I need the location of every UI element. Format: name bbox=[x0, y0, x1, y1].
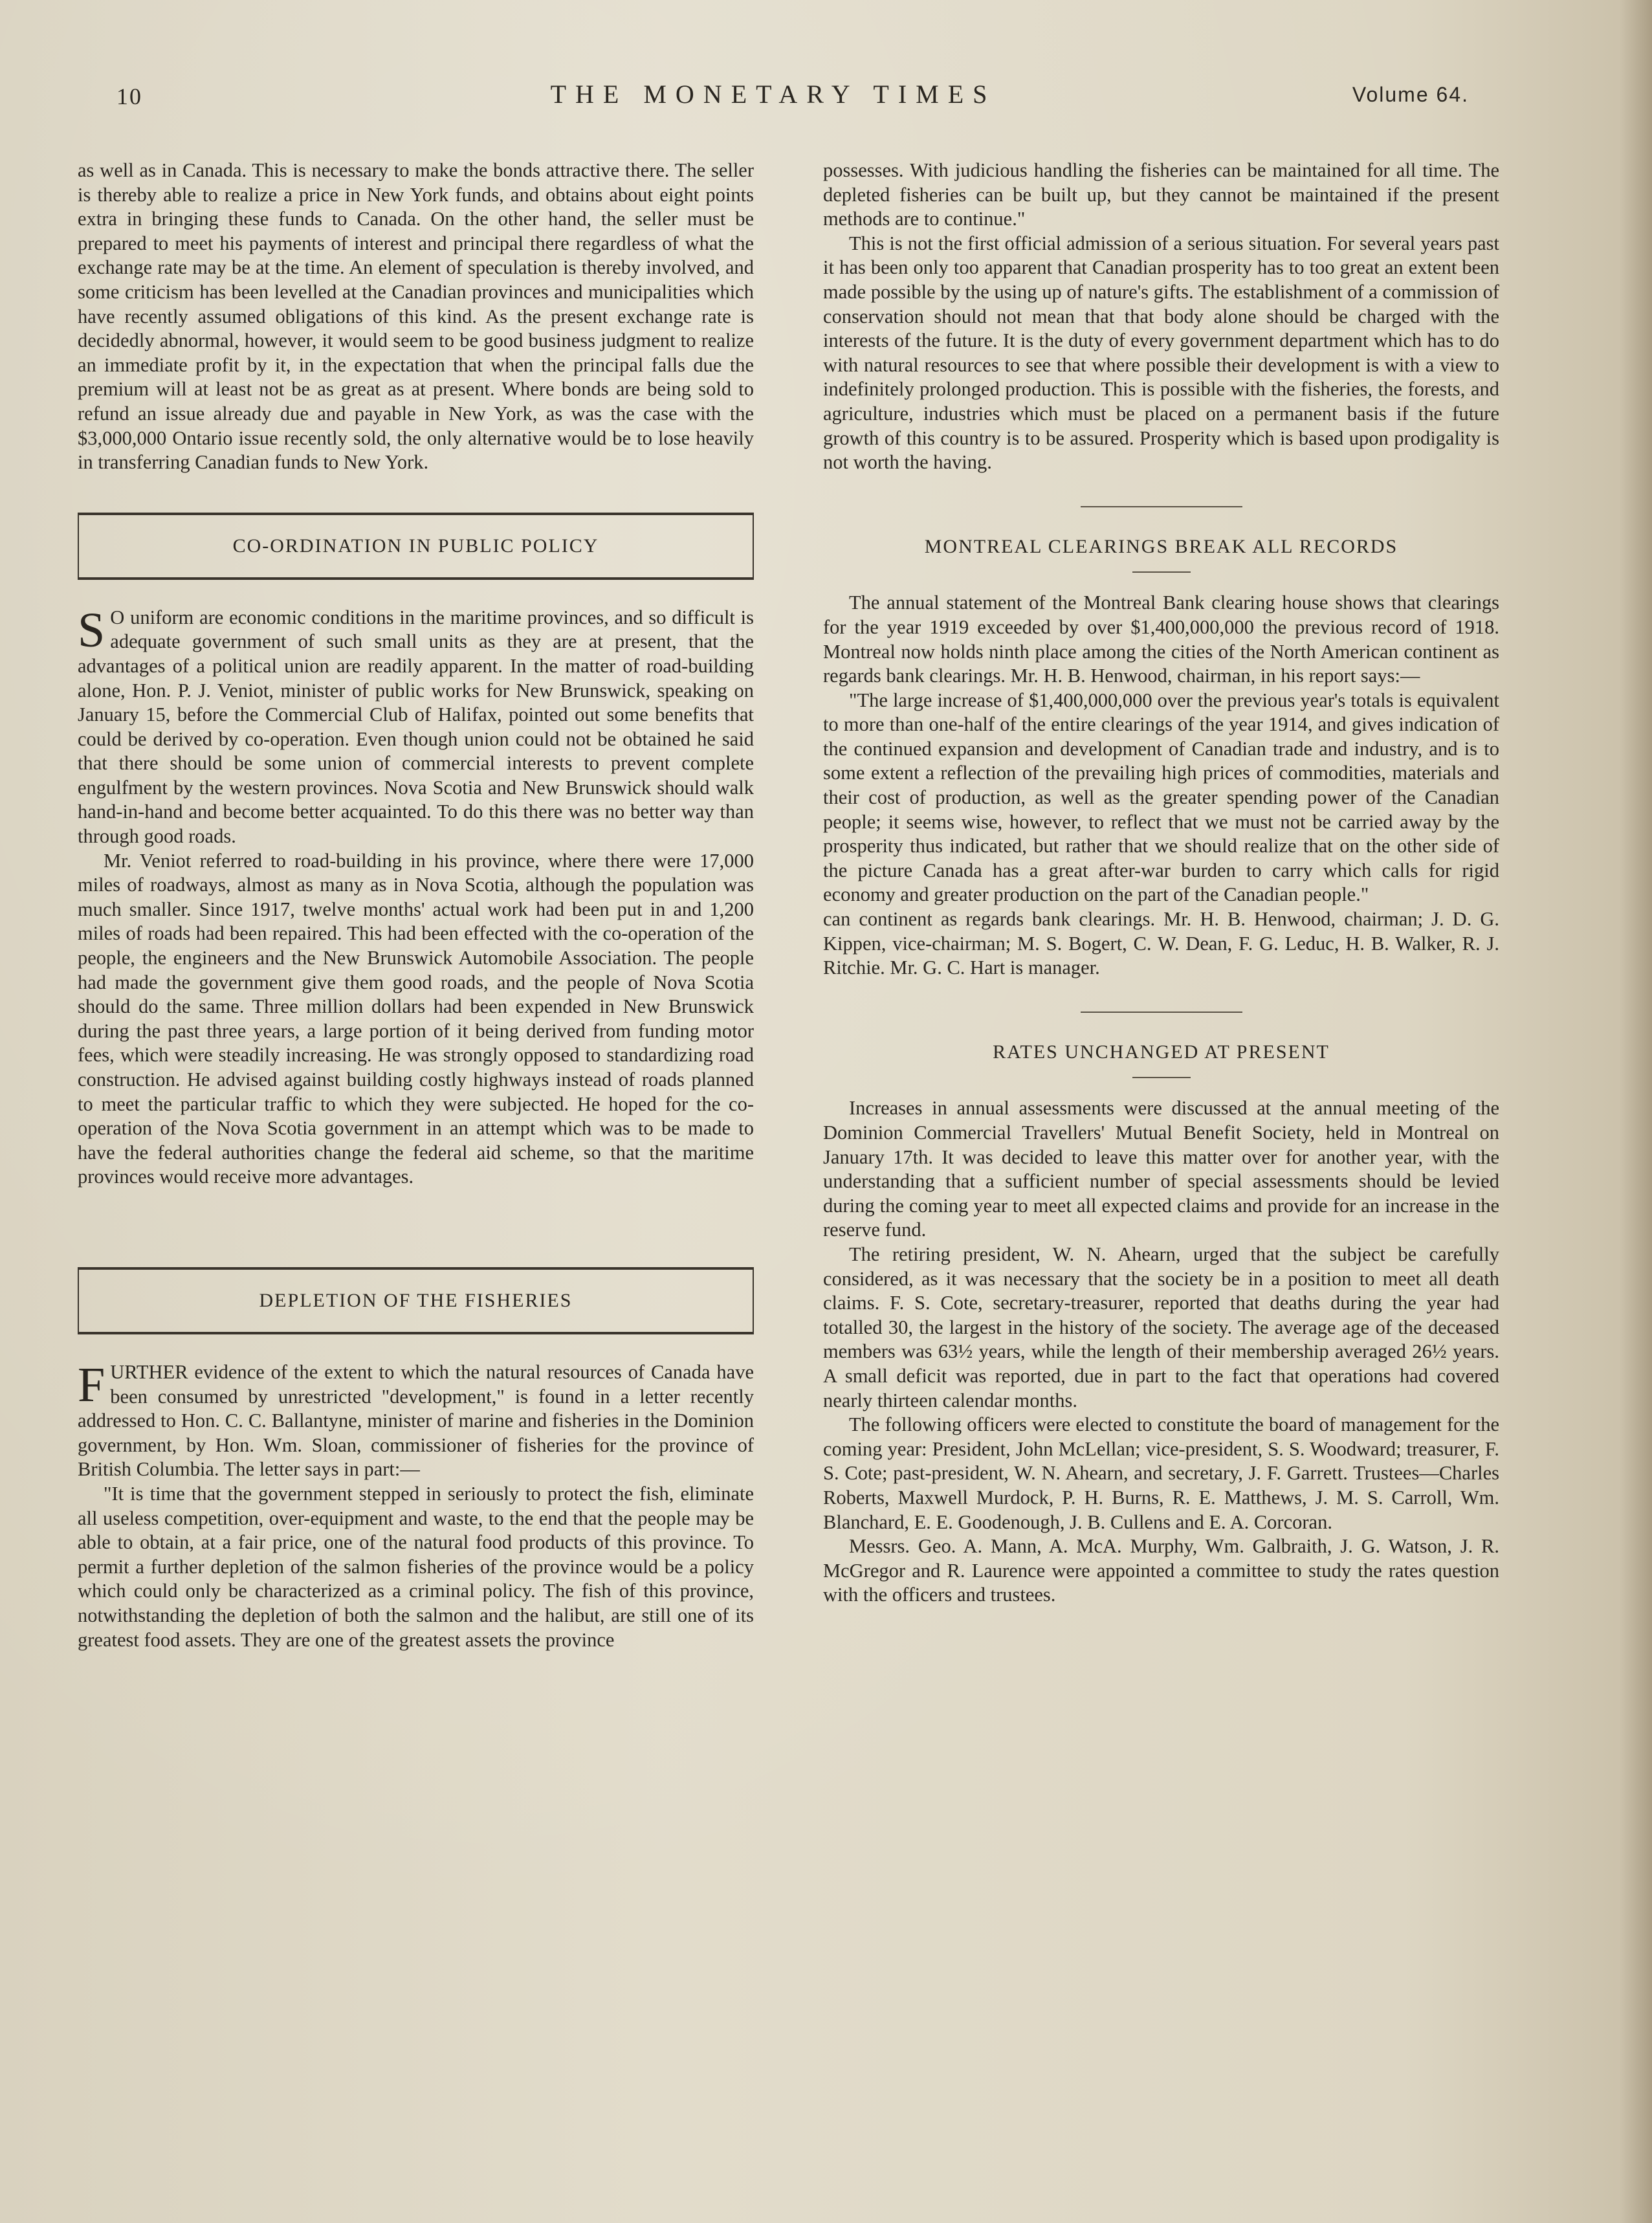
fisheries-paragraph-1: FURTHER evidence of the extent to which the natural resources of Canada have been consumed by unrestricted "development," is found in a letter recently addressed to Hon. C. C. Ballantyne, minister of marine and fisheries in the Dominion government, by Hon. Wm. Sloan, commissioner of fisheries for the province of British Columbia. The letter says in part:— bbox=[78, 1357, 754, 1481]
heading-underline bbox=[1132, 1077, 1191, 1078]
section-divider bbox=[1081, 1012, 1242, 1013]
coordination-heading: CO-ORDINATION IN PUBLIC POLICY bbox=[232, 535, 599, 557]
article-continuation-paragraph: as well as in Canada. This is necessary to make the bonds attractive there. The seller is thereby able to realize a price in New York funds, and obtains about eight points extra in bringing these funds to Canada. On the other hand, the seller must be prepared to meet his payments of interest and principal there regardless of what the exchange rate may be at the time. An element of speculation is thereby involved, and some criticism has been levelled at the Canadian provinces and municipalities which have recently assumed obligations of this kind. As the present exchange rate is decidedly abnormal, however, it would seem to be good business judgment to realize an immediate profit by it, in the expectation that when the principal falls due the premium will at least not be as great as at present. Where bonds are being sold to refund an issue already due and payable in New York, as was the case with the $3,000,000 Ontario issue recently sold, the only alternative would be to lose heavily in transferring Canadian funds to New York. bbox=[78, 159, 754, 474]
page-edge-shadow bbox=[1620, 0, 1652, 2223]
right-column bbox=[823, 159, 1499, 1608]
heading-underline bbox=[1132, 571, 1191, 573]
fisheries-heading-box bbox=[78, 1267, 754, 1334]
page-number: 10 bbox=[116, 83, 142, 109]
coordination-heading-box bbox=[78, 513, 754, 580]
fisheries-paragraph-2: "It is time that the government stepped in seriously to protect the fish, eliminate all useless competition, over-equipment and waste, to the end that the people may be able to obtain, at a fair price, one of the natural food products of this province. To permit a further depletion of the salmon fisheries of the province would be a policy which could only be characterized as a criminal policy. The fish of this province, notwithstanding the depletion of both the salmon and the halibut, are still one of its greatest food assets. They are one of the greatest assets the province bbox=[78, 1482, 754, 1651]
montreal-paragraph-3: can continent as regards bank clearings. Mr. H. B. Henwood, chairman; J. D. G. Kippen, vice-chairman; M. S. Bogert, C. W. Dean, F. G. Leduc, H. B. Walker, R. J. Ritchie. Mr. G. C. Hart is manager. bbox=[823, 908, 1499, 979]
drop-cap: S bbox=[78, 603, 105, 658]
montreal-heading: MONTREAL CLEARINGS BREAK ALL RECORDS bbox=[924, 535, 1398, 557]
rates-paragraph-4: Messrs. Geo. A. Mann, A. McA. Murphy, Wm. Galbraith, J. G. Watson, J. R. McGregor and R. Laurence were appointed a committee to study the rates question with the officers and trustees. bbox=[823, 1535, 1499, 1606]
rates-paragraph-3: The following officers were elected to constitute the board of management for the coming year: President, John McLellan; vice-president, S. S. Woodward; treasurer, F. S. Cote; past-president, W. N. Ahearn, and secretary, J. F. Garrett. Trustees—Charles Roberts, Maxwell Murdock, P. H. Burns, R. E. Matthews, J. M. S. Carroll, Wm. Blanchard, E. E. Goodenough, J. B. Cullens and E. A. Corcoran. bbox=[823, 1413, 1499, 1533]
fisheries-paragraph-3: possesses. With judicious handling the fisheries can be maintained for all time. The depleted fisheries can be built up, but they cannot be maintained if the present methods are to continue." bbox=[823, 159, 1499, 230]
montreal-paragraph-2: "The large increase of $1,400,000,000 over the previous year's totals is equivalent to more than one-half of the entire clearings of the year 1914, and gives indication of the continued expansion and development of Canadian trade and industry, and is to some extent a reflection of the prevailing high prices of commodities, materials and their cost of production, as well as the greater spending power of the Canadian people; it seems wise, however, to reflect that we must not be carried away by the prosperity thus indicated, but rather that we should realize that on the other side of the picture Canada has a great after-war burden to carry which calls for rigid economy and greater production on the part of the Canadian people." bbox=[823, 689, 1499, 906]
rates-heading: RATES UNCHANGED AT PRESENT bbox=[993, 1041, 1330, 1063]
publication-title: THE MONETARY TIMES bbox=[550, 80, 997, 109]
coordination-paragraph-1: S O uniform are economic conditions in the maritime provinces, and so difficult is adequate government of such small units as they are at present, that the advantages of a political union are readily apparent. In the matter of road-building alone, Hon. P. J. Veniot, minister of public works for New Brunswick, speaking on January 15, before the Commercial Club of Halifax, pointed out some benefits that could be derived by co-operation. Even though union could not be obtained he said that there should be some union of commercial interests to prevent complete engulfment by the western provinces. Nova Scotia and New Brunswick should walk hand-in-hand and become better acquainted. To do this there was no better way than through good roads. bbox=[78, 603, 754, 848]
coordination-paragraph-2: Mr. Veniot referred to road-building in his province, where there were 17,000 miles of roadways, almost as many as in Nova Scotia, although the population was much smaller. Since 1917, twelve months' actual work had been put in and 1,200 miles of roads had been repaired. This had been effected with the co-operation of the people, the engineers and the New Brunswick Automobile Association. The people had made the government give them good roads, and the people of Nova Scotia should do the same. Three million dollars had been expended in New Brunswick during the past three years, a large portion of it being derived from funding motor fees, which were steadily increasing. He was strongly opposed to standardizing road construction. He advised against building costly highways instead of roads planned to meet the particular traffic to which they were subjected. He hoped for the co-operation of the Nova Scotia government in an attempt which was to be made to have the federal authorities change the federal aid scheme, so that the maritime provinces would receive more advantages. bbox=[78, 849, 754, 1188]
section-divider bbox=[1081, 506, 1242, 507]
rates-paragraph-1: Increases in annual assessments were discussed at the annual meeting of the Dominion Commercial Travellers' Mutual Benefit Society, held in Montreal on January 17th. It was decided to leave this matter over for another year, with the understanding that a sufficient number of special assessments should be levied during the coming year to meet all expected claims and provide for an increase in the reserve fund. bbox=[823, 1097, 1499, 1241]
volume-label: Volume 64. bbox=[1352, 83, 1469, 106]
page-header bbox=[78, 80, 1469, 122]
montreal-paragraph-1: The annual statement of the Montreal Bank clearing house shows that clearings for the year 1919 exceeded by over $1,400,000,000 the previous record of 1918. Montreal now holds ninth place among the cities of the North American continent as regards bank clearings. Mr. H. B. Henwood, chairman, in his report says:— bbox=[823, 592, 1499, 687]
fisheries-paragraph-4: This is not the first official admission of a serious situation. For several years past it has been only too apparent that Canadian prosperity has to too great an extent been made possible by the using up of nature's gifts. The establishment of a commission of conservation should not mean that that body alone should be charged with the interests of the future. It is the duty of every government department which has to do with natural resources to see that where possible their development is with a view to indefinitely prolonged production. This is possible with the fisheries, the forests, and agriculture, industries which must be placed on a permanent basis if the future growth of this country is to be assured. Prosperity which is based upon prodigality is not worth the having. bbox=[823, 232, 1499, 474]
left-column bbox=[78, 159, 754, 1652]
drop-cap: F bbox=[78, 1357, 105, 1412]
rates-paragraph-2: The retiring president, W. N. Ahearn, urged that the subject be carefully considered, as it was necessary that the society be in a position to meet all death claims. F. S. Cote, secretary-treasurer, reported that deaths during the year had totalled 30, the largest in the history of the society. The average age of the deceased members was 63½ years, while the length of their membership averaged 26½ years. A small deficit was reported, due in part to the fact that operations had covered nearly thirteen calendar months. bbox=[823, 1243, 1499, 1411]
fisheries-heading: DEPLETION OF THE FISHERIES bbox=[259, 1290, 573, 1312]
